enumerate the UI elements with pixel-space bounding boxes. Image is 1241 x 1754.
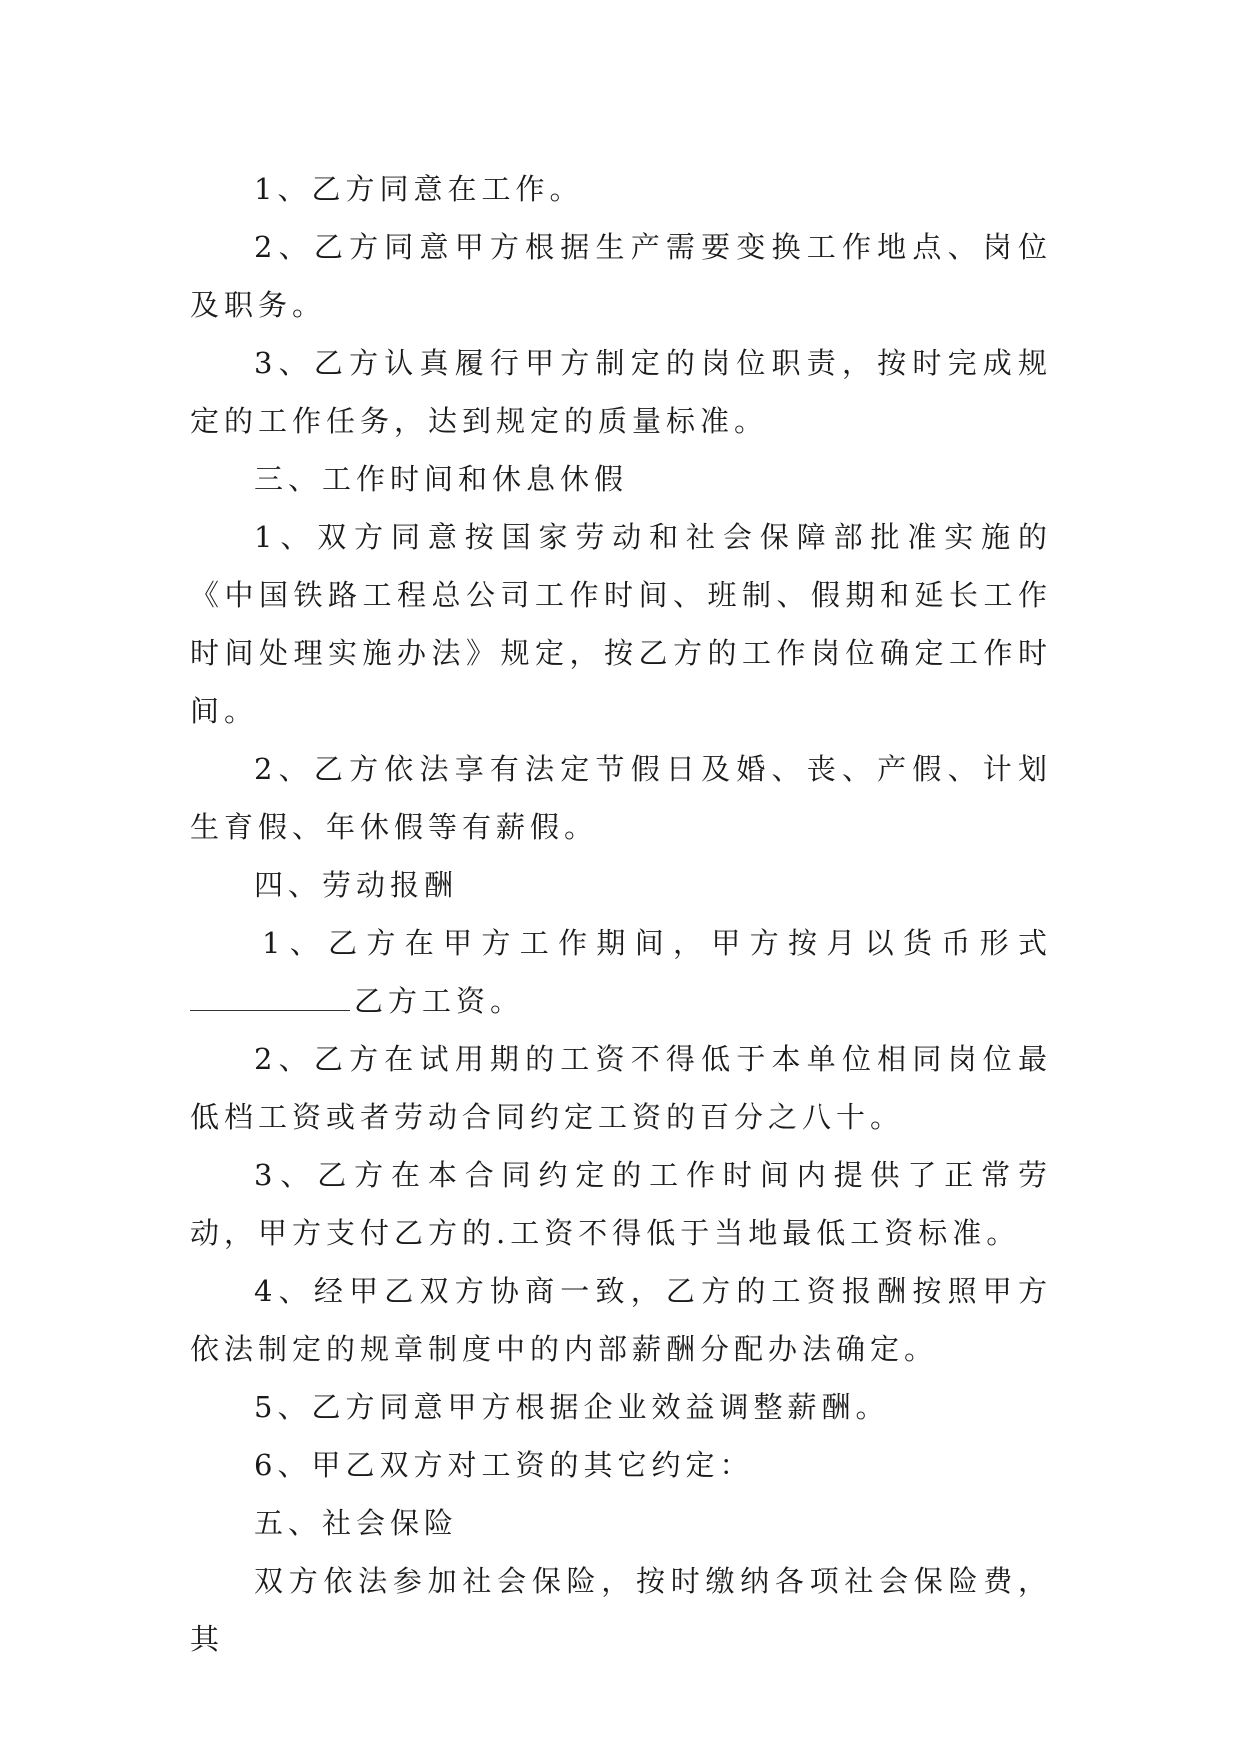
paragraph: 3、乙方认真履行甲方制定的岗位职责，按时完成规定的工作任务，达到规定的质量标准。	[190, 346, 1052, 438]
fill-in-blank	[190, 981, 350, 1011]
paragraph: 1、双方同意按国家劳动和社会保障部批准实施的《中国铁路工程总公司工作时间、班制、假期和延长工作时间处理实施办法》规定，按乙方的工作岗位确定工作时间。	[190, 520, 1052, 728]
paragraph-line	[190, 972, 1052, 1030]
section-heading: 四、劳动报酬	[254, 868, 459, 902]
paragraph: 4、经甲乙双方协商一致，乙方的工资报酬按照甲方依法制定的规章制度中的内部薪酬分配办法确定。	[190, 1274, 1052, 1366]
paragraph: 1、乙方同意在工作。	[254, 172, 584, 206]
paragraph: 6、甲乙双方对工资的其它约定：	[254, 1448, 754, 1482]
paragraph: 2、乙方在试用期的工资不得低于本单位相同岗位最低档工资或者劳动合同约定工资的百分之八十。	[190, 1042, 1052, 1134]
paragraph: 3、乙方在本合同约定的工作时间内提供了正常劳动，甲方支付乙方的.工资不得低于当地最低工资标准。	[190, 1158, 1052, 1250]
paragraph: 2、乙方依法享有法定节假日及婚、丧、产假、计划生育假、年休假等有薪假。	[190, 752, 1052, 844]
paragraph-line: 1、乙方在甲方工作期间，甲方按月以货币形式	[262, 926, 1052, 960]
document-body	[190, 160, 1052, 1668]
paragraph: 2、乙方同意甲方根据生产需要变换工作地点、岗位及职务。	[190, 230, 1052, 322]
section-heading: 五、社会保险	[254, 1506, 459, 1540]
section-heading: 三、工作时间和休息休假	[254, 462, 629, 496]
paragraph-wage-form	[190, 914, 1052, 1030]
paragraph-line-text: 乙方工资。	[354, 984, 525, 1018]
paragraph: 双方依法参加社会保险，按时缴纳各项社会保险费，其	[190, 1564, 1052, 1656]
paragraph: 5、乙方同意甲方根据企业效益调整薪酬。	[254, 1390, 890, 1424]
